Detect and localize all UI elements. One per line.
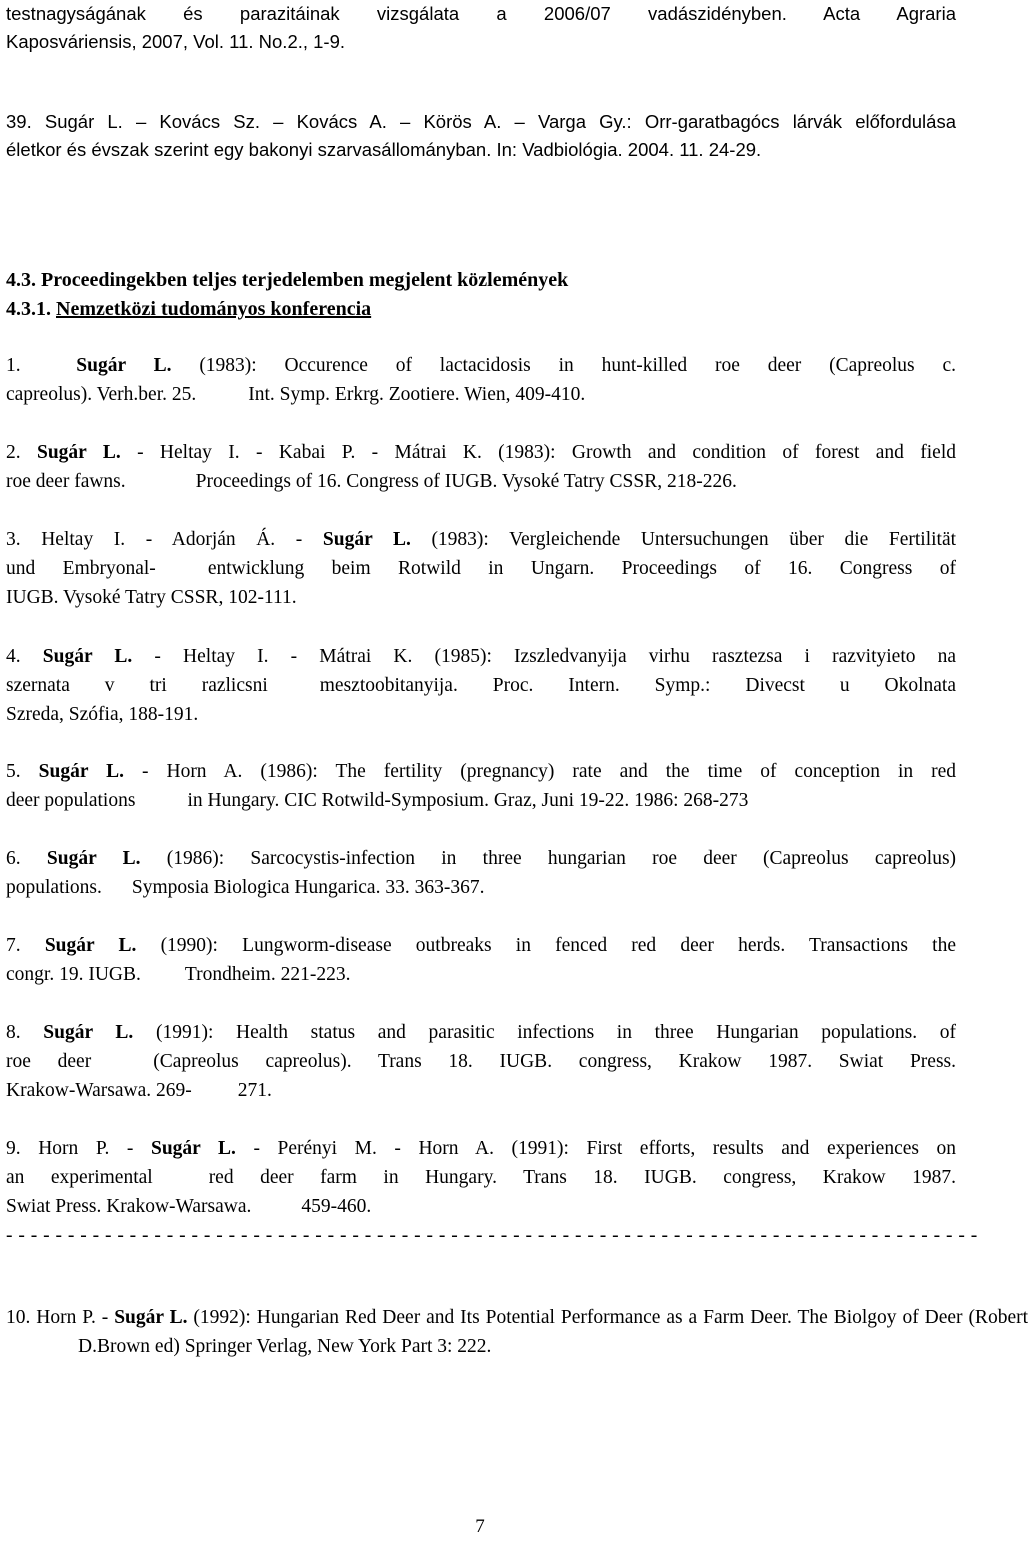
- ref-author-highlight: Sugár L.: [76, 355, 172, 376]
- ref-text: (1986): Sarcocystis-infection in three hungarian roe deer (Capreolus capreolus): [166, 848, 957, 869]
- text-line: testnagyságának és parazitáinak vizsgálata a 2006/07 vadászidényben. Acta Agraria: [6, 3, 956, 24]
- ref-text: szernata v tri razlicsni: [6, 675, 268, 696]
- text-line: [6, 642, 956, 671]
- reference-1: [6, 351, 956, 409]
- ref-text: in Hungary. CIC Rotwild-Symposium. Graz, Juni 19-22. 1986: 268-273: [187, 790, 749, 811]
- page-number: 7: [475, 1516, 485, 1537]
- ref-coauthors: Horn P. -: [36, 1307, 109, 1328]
- ref-author-highlight: Sugár L.: [114, 1307, 188, 1328]
- ref-text: (1990): Lungworm-disease outbreaks in fenced red deer herds. Transactions the: [160, 935, 956, 956]
- ref-number: 9.: [6, 1138, 21, 1159]
- ref-number: 8.: [6, 1022, 21, 1043]
- text-line: életkor és évszak szerint egy bakonyi szarvasállományban. In: Vadbiológia. 2004. 11. 24-29.: [6, 139, 762, 160]
- ref-coauthors: Horn P. -: [38, 1138, 134, 1159]
- ref-text: - Heltay I. - Kabai P. - Mátrai K. (1983): Growth and condition of forest and field: [137, 442, 956, 463]
- ref-author-highlight: Sugár L.: [46, 848, 141, 869]
- ref-text: Int. Symp. Erkrg. Zootiere. Wien, 409-410.: [248, 384, 586, 405]
- reference-39: [6, 108, 956, 164]
- text-line: [6, 554, 956, 583]
- ref-continuation: [6, 0, 956, 56]
- ref-text: an experimental: [6, 1167, 153, 1188]
- ref-text: - Heltay I. - Mátrai K. (1985): Izszledvanyija virhu rasztezsa i razvityieto na: [154, 646, 957, 667]
- reference-6: [6, 844, 956, 902]
- ref-number: 7.: [6, 935, 21, 956]
- ref-text: - Horn A. (1986): The fertility (pregnancy) rate and the time of conception in red: [142, 761, 957, 782]
- ref-text: - Perényi M. - Horn A. (1991): First efforts, results and experiences on: [253, 1138, 957, 1159]
- ref-author-highlight: Sugár L.: [36, 442, 121, 463]
- ref-number: 3.: [6, 529, 21, 550]
- text-line: [6, 671, 956, 700]
- ref-author-highlight: Sugár L.: [44, 935, 137, 956]
- ref-text: (Capreolus capreolus). Trans 18. IUGB. congress, Krakow 1987. Swiat Press.: [153, 1051, 957, 1072]
- ref-text: entwicklung beim Rotwild in Ungarn. Proceedings of 16. Congress of: [207, 558, 957, 579]
- text-line: [6, 960, 956, 989]
- ref-text: und Embryonal-: [6, 558, 156, 579]
- text-line: 39. Sugár L. – Kovács Sz. – Kovács A. – Körös A. – Varga Gy.: Orr-garatbagócs lárvák előfordulása: [6, 111, 956, 132]
- ref-text: (1983): Vergleichende Untersuchungen über die Fertilität: [431, 529, 957, 550]
- ref-text: deer populations: [6, 790, 136, 811]
- reference-2: [6, 438, 956, 496]
- reference-8: [6, 1018, 956, 1105]
- reference-7: [6, 931, 956, 989]
- ref-coauthors: Heltay I. - Adorján Á. -: [41, 529, 303, 550]
- text-line: [6, 467, 956, 496]
- ref-author-highlight: Sugár L.: [322, 529, 411, 550]
- text-line: [6, 844, 956, 873]
- dashed-separator: - - - - - - - - - - - - - - - - - - - - - - - - - - - - - - - - - - - - - - - - - - - - - - - - - - - - - - - - - - - - - - - - - - - - - - - - - - - - - - -: [6, 1225, 978, 1246]
- text-line: [6, 757, 956, 786]
- ref-number: 6.: [6, 848, 21, 869]
- ref-text: 271.: [237, 1080, 272, 1101]
- ref-text: capreolus). Verh.ber. 25.: [6, 384, 197, 405]
- reference-5: [6, 757, 956, 815]
- ref-text: (1983): Occurence of lactacidosis in hunt-killed roe deer (Capreolus c.: [199, 355, 957, 376]
- text-line: [6, 380, 956, 409]
- subsection-heading: [6, 295, 956, 324]
- text-line: [6, 873, 956, 902]
- text-line: [6, 1134, 956, 1163]
- section-heading: 4.3. Proceedingekben teljes terjedelemben megjelent közlemények: [6, 269, 569, 291]
- ref-text: congr. 19. IUGB.: [6, 964, 141, 985]
- text-line: IUGB. Vysoké Tatry CSSR, 102-111.: [6, 587, 297, 608]
- text-line: [6, 351, 956, 380]
- ref-number: 5.: [6, 761, 21, 782]
- ref-text: 3: 222.: [437, 1336, 492, 1357]
- ref-text: Trondheim. 221-223.: [184, 964, 351, 985]
- ref-number: 1.: [6, 355, 21, 376]
- ref-text: roe deer fawns.: [6, 471, 126, 492]
- text-line: [6, 786, 956, 815]
- ref-number: 2.: [6, 442, 21, 463]
- ref-text: Krakow-Warsawa. 269-: [6, 1080, 192, 1101]
- ref-author-highlight: Sugár L.: [150, 1138, 236, 1159]
- text-line: [6, 1018, 956, 1047]
- text-line: Kaposváriensis, 2007, Vol. 11. No.2., 1-9.: [6, 31, 346, 52]
- ref-text: roe deer: [6, 1051, 92, 1072]
- ref-text: (1991): Health status and parasitic infections in three Hungarian populations. of: [155, 1022, 956, 1043]
- ref-text: 459-460.: [301, 1196, 372, 1217]
- ref-text: Proceedings of 16. Congress of IUGB. Vysoké Tatry CSSR, 218-226.: [195, 471, 737, 492]
- ref-text: Symposia Biologica Hungarica. 33. 363-367.: [131, 877, 485, 898]
- reference-9: [6, 1134, 956, 1221]
- reference-10: [6, 1303, 1028, 1361]
- ref-text: (1992): Hungarian Red Deer and Its Potential Performance as a Farm: [193, 1307, 745, 1328]
- ref-text: mesztoobitanyija. Proc. Intern. Symp.: Divecst u Okolnata: [319, 675, 956, 696]
- ref-author-highlight: Sugár L.: [38, 761, 124, 782]
- ref-text: Deer. The Biolgoy of Deer (Robert D.Brown ed) Springer Verlag, New York Part: [78, 1307, 1028, 1357]
- text-line: [6, 1047, 956, 1076]
- ref-number: 4.: [6, 646, 21, 667]
- text-line: [6, 525, 956, 554]
- section-heading-block: [6, 266, 956, 324]
- subsection-number: 4.3.1.: [6, 298, 51, 320]
- ref-text: Swiat Press. Krakow-Warsawa.: [6, 1196, 252, 1217]
- text-line: [6, 1076, 956, 1105]
- ref-number: 10.: [6, 1307, 31, 1328]
- text-line: [6, 931, 956, 960]
- reference-4: [6, 642, 956, 729]
- text-line: [6, 1192, 956, 1221]
- ref-text: red deer farm in Hungary. Trans 18. IUGB. congress, Krakow 1987.: [208, 1167, 956, 1188]
- subsection-title: Nemzetközi tudományos konferencia: [56, 298, 372, 320]
- ref-text: populations.: [6, 877, 102, 898]
- text-line: [6, 438, 956, 467]
- text-line: [6, 1163, 956, 1192]
- text-line: Szreda, Szófia, 188-191.: [6, 704, 199, 725]
- reference-3: [6, 525, 956, 612]
- ref-author-highlight: Sugár L.: [43, 1022, 134, 1043]
- ref-author-highlight: Sugár L.: [42, 646, 133, 667]
